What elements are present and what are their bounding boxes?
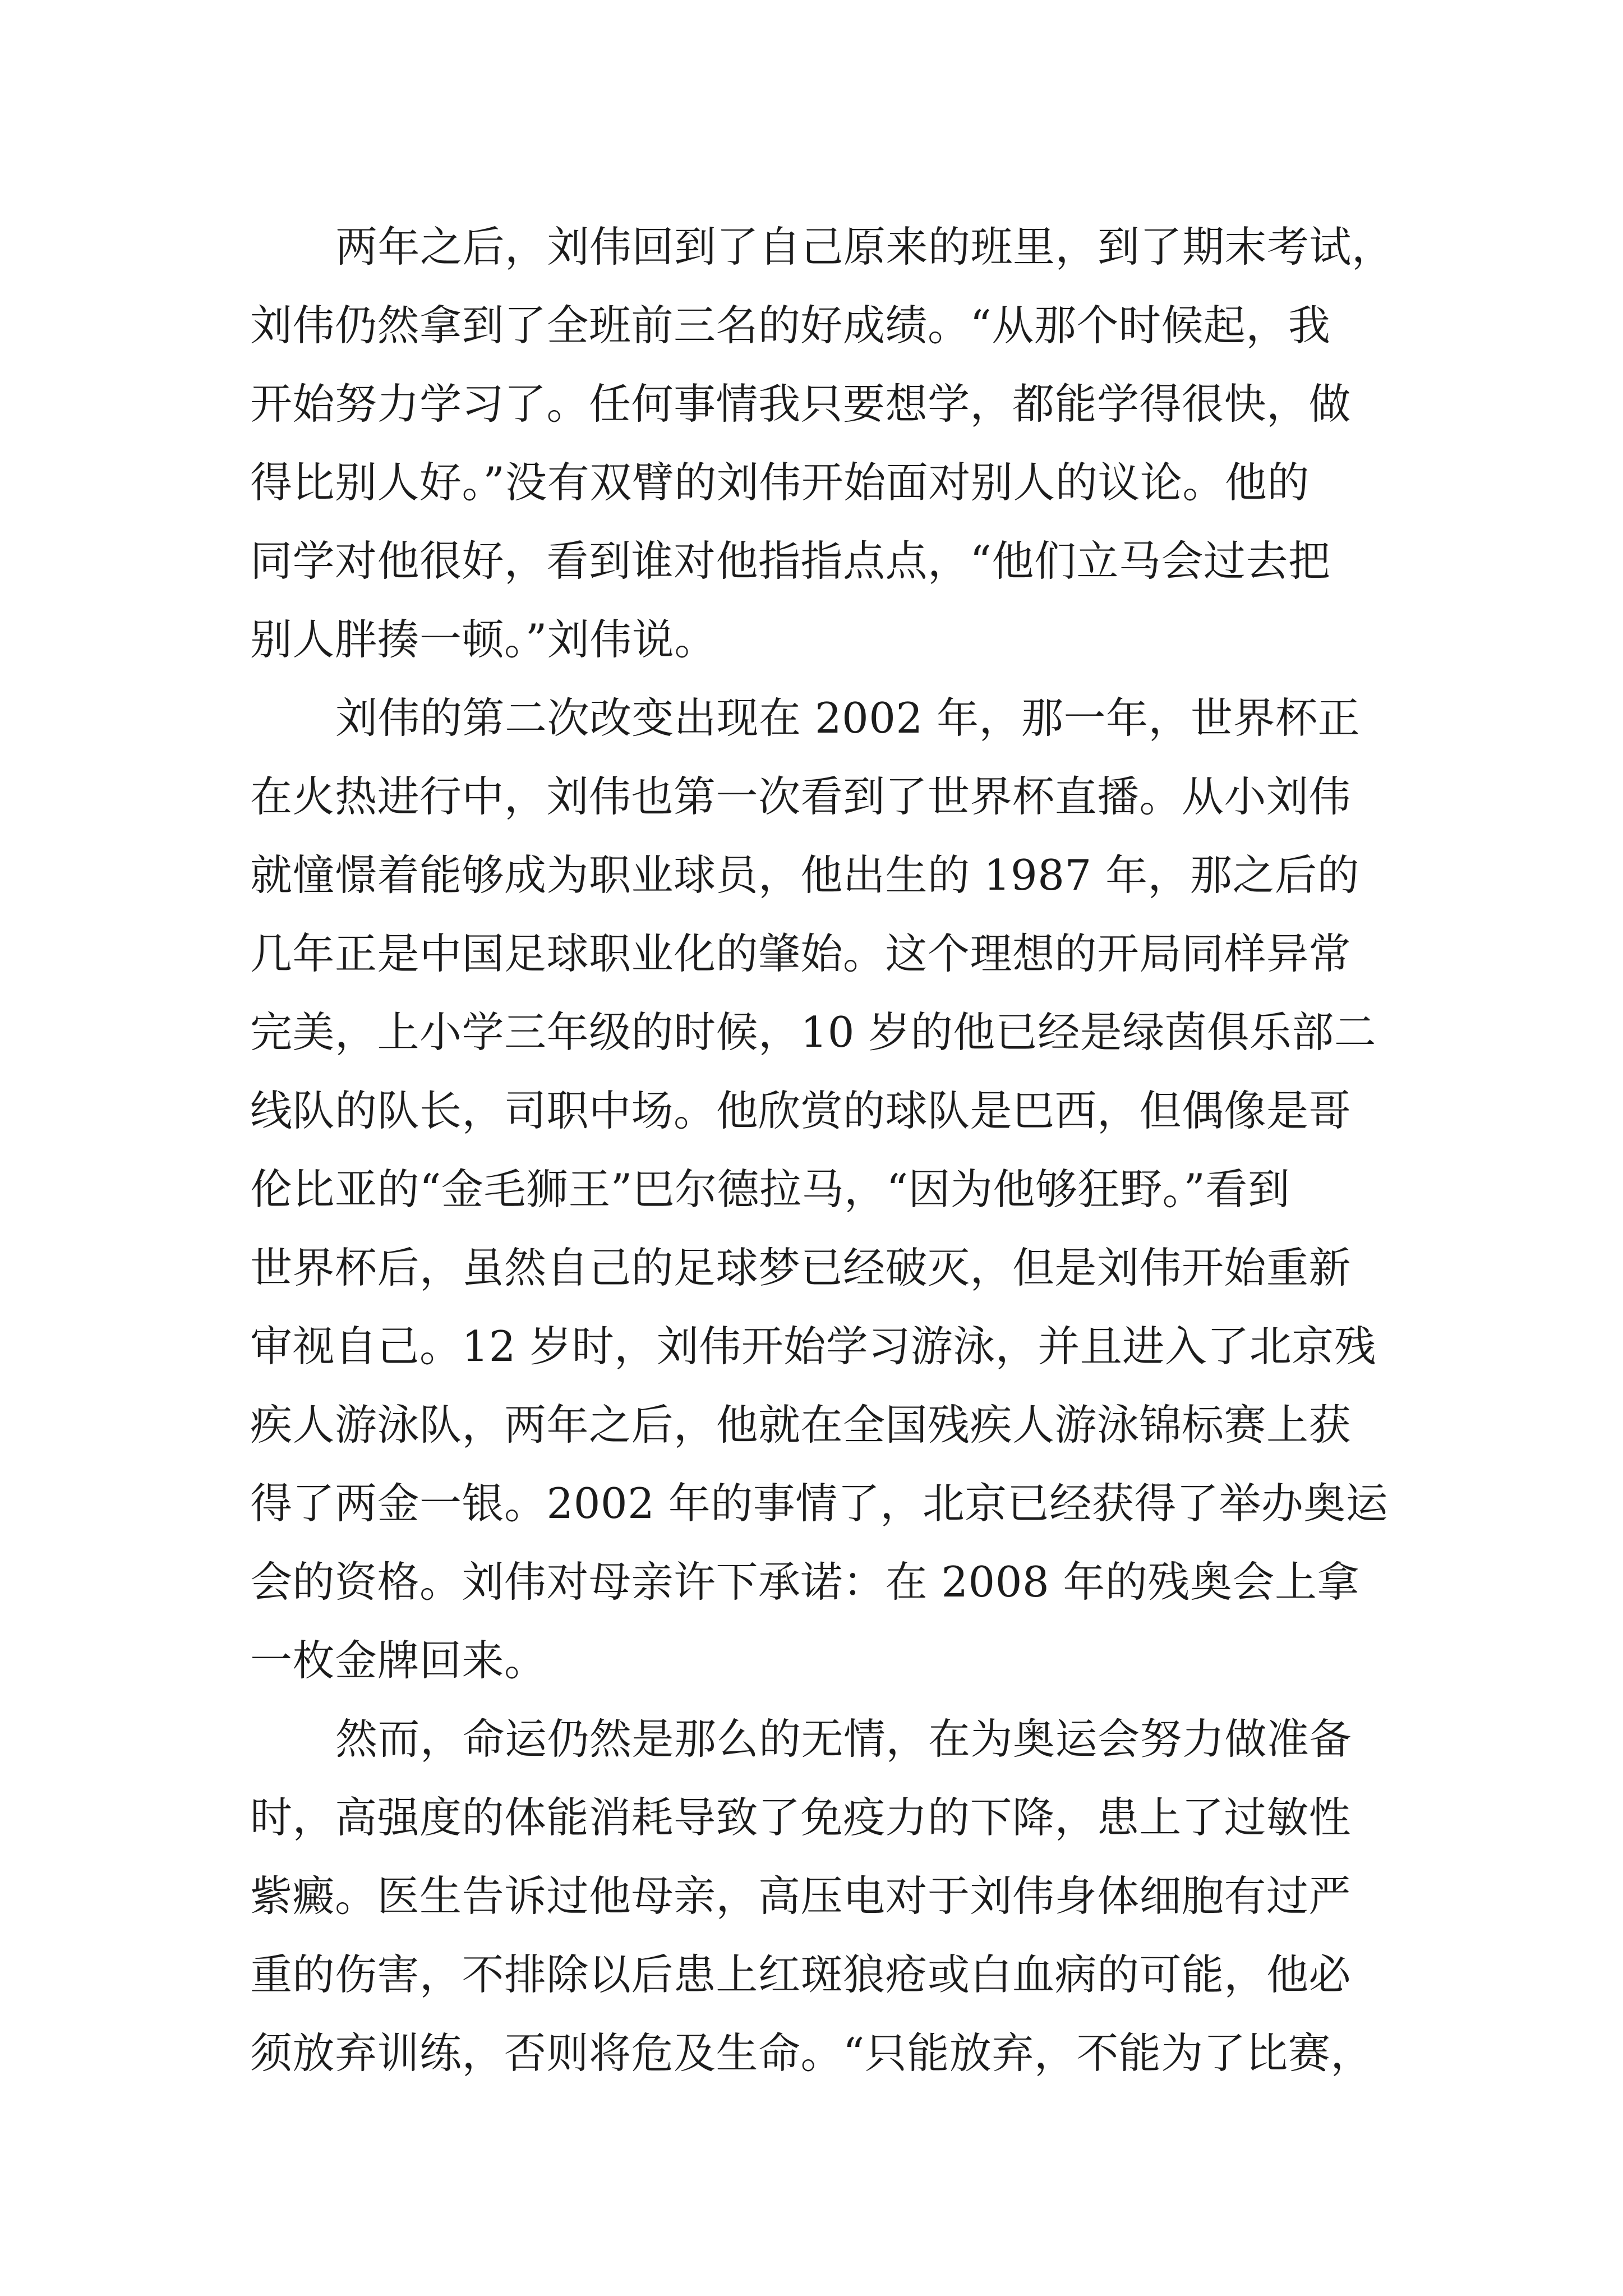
text-line: 得了两金一银。2002 年的事情了，北京已经获得了举办奥运 [250, 1479, 1389, 1528]
paragraph-1 [250, 208, 1394, 679]
text-line: 几年正是中国足球职业化的肇始。这个理想的开局同样异常 [250, 929, 1352, 978]
text-line: 刘伟的第二次改变出现在 2002 年，那一年，世界杯正 [335, 693, 1361, 743]
text-line: 重的伤害，不排除以后患上红斑狼疮或白血病的可能，他必 [250, 1950, 1352, 1999]
text-line: 得比别人好。”没有双臂的刘伟开始面对别人的议论。他的 [250, 458, 1310, 507]
paragraph-3 [250, 1700, 1394, 2092]
text-line: 时，高强度的体能消耗导致了免疫力的下降，患上了过敏性 [250, 1793, 1352, 1842]
document-body [250, 208, 1394, 2092]
text-line: 然而，命运仍然是那么的无情，在为奥运会努力做准备 [335, 1714, 1352, 1764]
text-line: 开始努力学习了。任何事情我只要想学，都能学得很快，做 [250, 379, 1352, 429]
text-line: 别人胖揍一顿。”刘伟说。 [250, 615, 717, 664]
text-line: 一枚金牌回来。 [250, 1636, 547, 1685]
text-line: 疾人游泳队，两年之后，他就在全国残疾人游泳锦标赛上获 [250, 1400, 1352, 1450]
text-line: 须放弃训练，否则将危及生命。“只能放弃，不能为了比赛， [250, 2028, 1373, 2078]
text-line: 世界杯后，虽然自己的足球梦已经破灭，但是刘伟开始重新 [250, 1243, 1352, 1292]
text-line: 线队的队长，司职中场。他欣赏的球队是巴西，但偶像是哥 [250, 1086, 1352, 1135]
text-line: 在火热进行中，刘伟也第一次看到了世界杯直播。从小刘伟 [250, 772, 1352, 821]
text-line: 伦比亚的“金毛狮王”巴尔德拉马，“因为他够狂野。”看到 [250, 1165, 1290, 1214]
text-line: 两年之后，刘伟回到了自己原来的班里，到了期末考试， [335, 222, 1394, 272]
paragraph-2 [250, 679, 1394, 1700]
text-line: 就憧憬着能够成为职业球员，他出生的 1987 年，那之后的 [250, 850, 1360, 900]
text-line: 会的资格。刘伟对母亲许下承诺：在 2008 年的残奥会上拿 [250, 1557, 1360, 1607]
text-line: 同学对他很好，看到谁对他指指点点，“他们立马会过去把 [250, 536, 1331, 586]
text-line: 完美，上小学三年级的时候，10 岁的他已经是绿茵俱乐部二 [250, 1007, 1377, 1057]
text-line: 紫癜。医生告诉过他母亲，高压电对于刘伟身体细胞有过严 [250, 1871, 1352, 1921]
text-line: 审视自己。12 岁时，刘伟开始学习游泳，并且进入了北京残 [250, 1322, 1377, 1371]
text-line: 刘伟仍然拿到了全班前三名的好成绩。“从那个时候起，我 [250, 301, 1331, 350]
